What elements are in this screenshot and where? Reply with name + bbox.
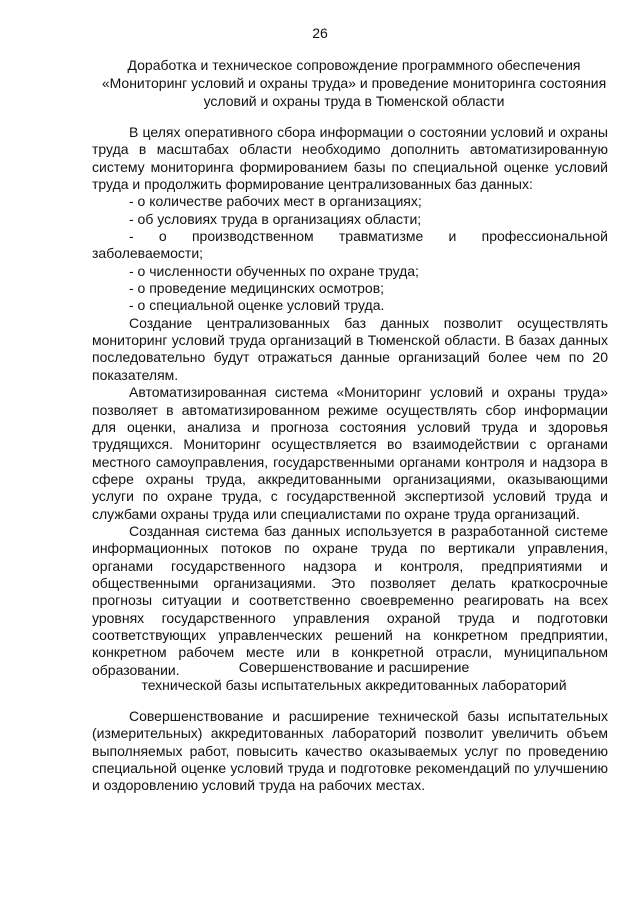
list-item: - об условиях труда в организациях области; — [129, 210, 422, 227]
heading-line: «Мониторинг условий и охраны труда» и проведение мониторинга состояния — [101, 75, 607, 91]
section-heading-laboratories — [84, 658, 624, 694]
paragraph: Автоматизированная система «Мониторинг условий и охраны труда» позволяет в автоматизированном режиме осуществлять сбор информации для оценки, анализа и прогноза состояния условий труда и здоровья трудящихся. Мониторинг осуществляется во взаимодействии с органами местного самоуправления, государственными органами контроля и надзора в сфере охраны труда, аккредитованными организациями, оказывающими услуги по охране труда, с государственной экспертизой условий труда и службами охраны труда или специалистами по охране труда организаций. — [92, 384, 608, 522]
paragraph: Созданная система баз данных используется в разработанной системе информационных потоков по охране труда по вертикали управления, органами государственного надзора и контроля, предприятиями и общественными организациями. Это позволяет делать краткосрочные прогнозы ситуации и соответственно своевременно реагировать на всех уровнях государственного управления охраной труда и подготовки соответствующих управленческих решений на конкретном предприятии, конкретном рабочем месте или в конкретной отрасли, муниципальном образовании. — [92, 522, 608, 678]
list-item: - о специальной оценке условий труда. — [129, 297, 385, 314]
paragraph: В целях оперативного сбора информации о состоянии условий и охраны труда в масштабах области необходимо дополнить автоматизированную систему мониторинга формированием базы по специальной оценке условий труда и продолжить формирование централизованных баз данных: — [92, 124, 608, 193]
section-heading-monitoring — [84, 56, 624, 110]
heading-line: условий и охраны труда в Тюменской области — [203, 93, 505, 109]
list-item: - о проведение медицинских осмотров; — [129, 280, 385, 297]
heading-line: Доработка и техническое сопровождение программного обеспечения — [127, 57, 581, 73]
list-item: - о производственном травматизме и профессиональной заболеваемости; — [92, 228, 608, 262]
section-body-monitoring — [92, 124, 608, 679]
list-item: - о количестве рабочих мест в организациях; — [129, 193, 422, 210]
section-body-laboratories — [92, 708, 608, 795]
page-number: 26 — [312, 25, 328, 41]
heading-line: Совершенствование и расширение — [238, 659, 470, 675]
paragraph: Создание централизованных баз данных позволит осуществлять мониторинг условий труда организаций в Тюменской области. В базах данных последовательно будут отражаться данные организаций более чем по 20 показателям. — [92, 314, 608, 383]
paragraph: Совершенствование и расширение технической базы испытательных (измерительных) аккредитованных лабораторий позволит увеличить объем выполняемых работ, повысить качество оказываемых услуг по проведению специальной оценке условий труда и подготовке рекомендаций по улучшению и оздоровлению условий труда на рабочих местах. — [92, 708, 608, 794]
list-item: - о численности обученных по охране труда; — [129, 262, 419, 279]
heading-line: технической базы испытательных аккредитованных лабораторий — [141, 677, 567, 693]
